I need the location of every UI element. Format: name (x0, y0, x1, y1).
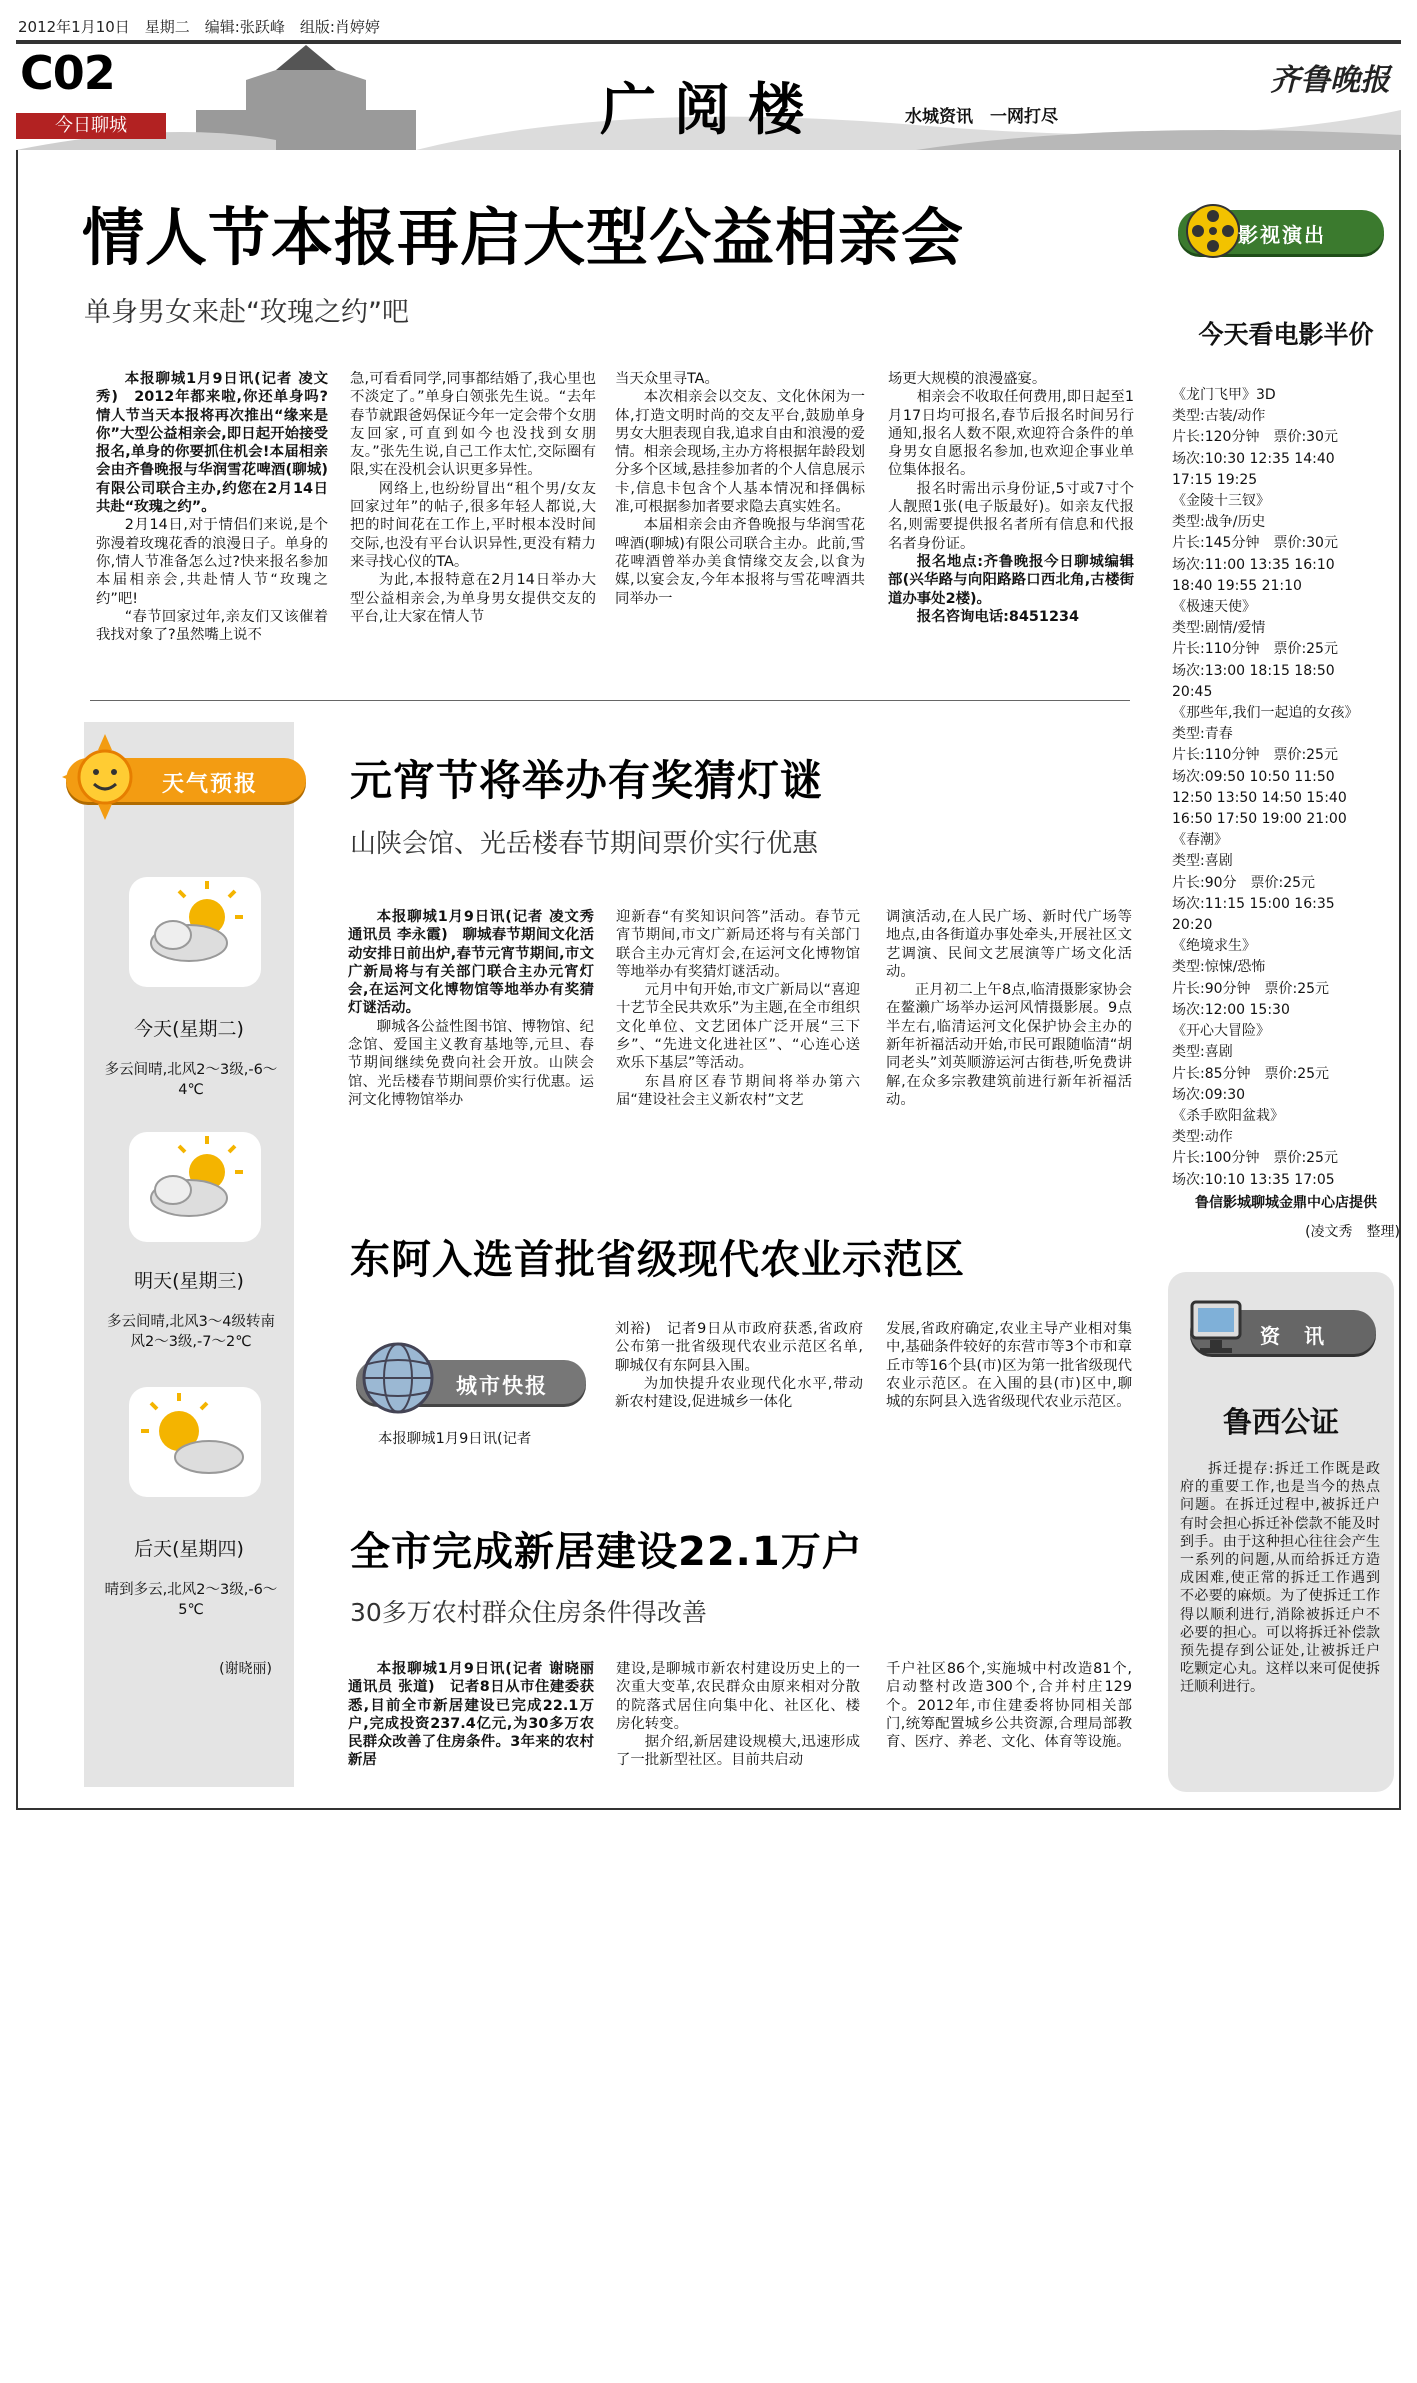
article1-p2: 2月14日,对于情侣们来说,是个弥漫着玫瑰花香的浪漫日子。单身的你,情人节准备怎么过?快来报名参加本届相亲会,共赴情人节“玫瑰之约”吧! (96, 517, 328, 607)
article1-title: 情人节本报再启大型公益相亲会 (82, 201, 965, 274)
article1-p11: 相亲会不收取任何费用,即日起至1月17日均可报名,春节后报名时间另行通知,报名人数不限,欢迎符合条件的单身男女自愿报名参加,也欢迎企事业单位集体报名。 (888, 389, 1134, 479)
movie-section-title: 今天看电影半价 (1198, 320, 1374, 349)
article4-p1: 本报聊城1月9日讯(记者 谢晓丽 通讯员 张道) 记者8日从市住建委获悉,目前全市新居建设已完成22.1万户,完成投资237.4亿元,为30多万农民群众改善了住房条件。3年来的农村新居 (348, 1661, 609, 1769)
article3-col1 (615, 1320, 863, 1460)
article1-p5: 网络上,也纷纷冒出“租个男/女友回家过年”的帖子,很多年轻人都说,大把的时间花在工作上,平时根本没时间交际,也没有平台认识异性,更没有精力来寻找心仪的TA。 (350, 480, 596, 570)
movie-listing (1172, 315, 1400, 1241)
article4-col2 (616, 1660, 860, 1790)
article3-p1: 刘裕) 记者9日从市政府获悉,省政府公布第一批省级现代农业示范区名单,聊城仅有东阿县入围。 (615, 1321, 863, 1374)
info-text: 拆迁提存:拆迁工作既是政府的重要工作,也是当今的热点问题。在拆迁过程中,被拆迁户有时会担心拆迁补偿款不能及时到手。由于这种担心往往会产生一系列的问题,从而给拆迁方造成困难,使正常的拆迁工作遇到不必要的麻烦。为了使拆迁工作得以顺利进行,消除被拆迁户不必要的担心。可以将拆迁补偿款预先提存到公证处,让被拆迁户吃颗定心丸。这样以来可促使拆迁顺利进行。 (1180, 1461, 1380, 1696)
article4-p2: 建设,是聊城市新农村建设历史上的一次重大变革,农民群众由原来相对分散的院落式居住向集中化、社区化、楼房化转变。 (616, 1661, 860, 1732)
article1-p12: 报名时需出示身份证,5寸或7寸个人靓照1张(电子版最好)。如亲友代报名,则需要提供报名者所有信息和代报名者身份证。 (888, 480, 1134, 552)
divider (90, 700, 1130, 701)
article4-title: 全市完成新居建设22.1万户 (350, 1529, 863, 1575)
article4-p4: 千户社区86个,实施城中村改造81个,启动整村改造300个,合并村庄129个。2012年,市住建委将协同相关部门,统筹配置城乡公共资源,合理局部教育、医疗、养老、文化、体育等设施。 (886, 1661, 1132, 1751)
weather-sidebar (84, 722, 294, 1787)
article3-p2: 为加快提升农业现代化水平,带动新农村建设,促进城乡一体化 (615, 1375, 863, 1411)
weather-badge-label: 天气预报 (162, 772, 259, 797)
city-news-badge-label: 城市快报 (456, 1374, 548, 1398)
page-number: C02 (20, 46, 115, 100)
sunny-cloudy-icon (129, 1387, 261, 1497)
article2-p6: 调演活动,在人民广场、新时代广场等地点,由各街道办事处牵头,开展社区文艺调演、民间文艺展演等广场文化活动。 (886, 909, 1132, 980)
article1-col4 (888, 370, 1134, 690)
weather-tomorrow-desc: 多云间晴,北风3～4级转南风2～3级,-7～2℃ (106, 1314, 276, 1350)
article2-title: 元宵节将举办有奖猜灯谜 (350, 756, 824, 805)
article2-p3: 迎新春“有奖知识问答”活动。春节元宵节期间,市文广新局还将与有关部门联合主办元宵灯会,在运河文化博物馆等地举办有奖猜灯谜活动。 (616, 909, 860, 980)
article1-col3 (615, 370, 865, 690)
article2-p1: 本报聊城1月9日讯(记者 凌文秀 通讯员 李永霞) 聊城春节期间文化活动安排日前出炉,春节元宵节期间,市文广新局将与有关部门联合主办元宵灯会,在运河文化博物馆等地举办有奖猜灯谜活动。 (348, 909, 609, 1017)
weather-after-label: 后天(星期四) (134, 1538, 244, 1560)
article2-p4: 元月中旬开始,市文广新局以“喜迎十艺节全民共欢乐”为主题,在全市组织文化单位、文艺团体广泛开展“三下乡”、“先进文化进社区”、“心连心送欢乐下基层”等活动。 (616, 982, 860, 1072)
article1-p1: 本报聊城1月9日讯(记者 凌文秀) 2012年都来啦,你还单身吗?情人节当天本报将再次推出“缘来是你”大型公益相亲会,即日起开始接受报名,单身的你要抓住机会!本届相亲会由齐鲁晚报与华润雪花啤酒(聊城)有限公司联合主办,约您在2月14日共赴“玫瑰之约”。 (96, 371, 328, 516)
movie-list: 《龙门飞甲》3D 类型:古装/动作 片长:120分钟 票价:30元 场次:10:30 12:35 14:40 17:15 19:25 《金陵十三钗》 类型:战争/历史 片长:145分钟 票价:30元 场次:11:00 13:35 16:10 18:40 19:55 21:10 《极速天使》 类型:剧情/爱情 片长:110分钟 票价:25元 场次:13:00 18:15 18:50 20:45 《那些年,我们一起追的女孩》 类型:青春 片长:110分钟 票价:25元 场次:09:50 10:50 11:50 12:50 13:50 14:50 15:40 16:50 17:50 19:00 21:00 《春潮》 类型:喜剧 片长:90分 票价:25元 场次:11:15 15:00 16:35 20:20 《绝境求生》 类型:惊悚/恐怖 片长:90分钟 票价:25元 场次:12:00 15:30 《开心大冒险》 类型:喜剧 片长:85分钟 票价:25元 场次:09:30 《杀手欧阳盆栽》 类型:动作 片长:100分钟 票价:25元 场次:10:10 13:35 17:05 (1172, 387, 1359, 1188)
article1-col1 (96, 370, 328, 690)
movie-source: 鲁信影城聊城金鼎中心店提供 (1195, 1194, 1377, 1211)
article3-p3: 发展,省政府确定,农业主导产业相对集中,基础条件较好的东营市等3个市和章丘市等16个县(市)区为第一批省级现代农业示范区。在入围的县(市)区中,聊城的东阿县入选省级现代农业示范区。 (886, 1321, 1132, 1411)
weather-badge (66, 758, 306, 802)
article2-p2: 聊城各公益性图书馆、博物馆、纪念馆、爱国主义教育基地等,元旦、春节期间继续免费向社会开放。山陕会馆、光岳楼春节期间票价实行优惠。运河文化博物馆举办 (348, 1018, 594, 1108)
partly-cloudy-icon (129, 877, 261, 987)
column-title: 广阅楼 (600, 77, 822, 143)
movie-credit: (凌文秀 整理) (1305, 1223, 1400, 1240)
weather-after-desc: 晴到多云,北风2～3级,-6～5℃ (104, 1582, 278, 1618)
computer-icon (1184, 1292, 1254, 1362)
article1-signup-location: 报名地点:齐鲁晚报今日聊城编辑部(兴华路与向阳路路口西北角,古楼街道办事处2楼)。 (888, 553, 1134, 607)
article1-p6: 为此,本报特意在2月14日举办大型公益相亲会,为单身男女提供交友的平台,让大家在情人节 (350, 572, 596, 625)
info-badge (1190, 1310, 1376, 1354)
article4-subtitle: 30多万农村群众住房条件得改善 (350, 1598, 707, 1627)
weather-card-today (129, 877, 261, 987)
column-slogan: 水城资讯 一网打尽 (905, 107, 1058, 127)
article2-p7: 正月初二上午8点,临清摄影家协会在鳌濑广场举办运河风情摄影展。9点半左右,临清运河文化保护协会主办的新年祈福活动开始,市民可跟随临清“胡同老头”刘英顺游运河古街巷,听免费讲解,在众多宗教建筑前进行新年祈福活动。 (886, 982, 1132, 1108)
smiling-sun-icon (62, 734, 148, 820)
article3-byline: 本报聊城1月9日讯(记者 (378, 1431, 532, 1447)
movie-badge-label: 影视演出 (1238, 223, 1326, 247)
paper-name-logo: 齐鲁晚报 (1270, 63, 1390, 98)
article1-subtitle: 单身男女来赴“玫瑰之约”吧 (84, 297, 409, 328)
globe-icon (350, 1330, 446, 1426)
partly-cloudy-icon (129, 1132, 261, 1242)
article4-col3 (886, 1660, 1132, 1790)
film-reel-icon (1184, 202, 1242, 260)
article4-col1 (348, 1660, 609, 1790)
weather-card-after (129, 1387, 261, 1497)
info-title: 鲁西公证 (1222, 1405, 1339, 1439)
article1-hotline: 报名咨询电话:8451234 (916, 608, 1079, 625)
article2-col3 (886, 908, 1132, 1163)
article2-subtitle: 山陕会馆、光岳楼春节期间票价实行优惠 (350, 829, 819, 859)
info-badge-label: 资 讯 (1260, 1324, 1326, 1348)
weather-tomorrow-label: 明天(星期三) (134, 1270, 244, 1292)
info-text-block (1180, 1460, 1380, 1780)
article3-col2 (886, 1320, 1132, 1460)
article4-p3: 据介绍,新居建设规模大,迅速形成了一批新型社区。目前共启动 (616, 1734, 860, 1769)
article3-title: 东阿入选首批省级现代农业示范区 (350, 1237, 965, 1283)
city-news-badge (356, 1360, 586, 1404)
article1-p10: 场更大规模的浪漫盛宴。 (888, 371, 1047, 387)
article1-p7: 当天众里寻TA。 (615, 371, 719, 387)
article2-col1 (348, 908, 609, 1163)
article2-col2 (616, 908, 860, 1163)
weather-today-label: 今天(星期二) (134, 1018, 244, 1040)
weather-credit: (谢晓丽) (219, 1661, 272, 1677)
article1-p4: 急,可看看同学,同事都结婚了,我心里也不淡定了。”单身白领张先生说。“去年春节就跟爸妈保证今年一定会带个女朋友回家,可直到如今也没找到女朋友。”张先生说,自己工作太忙,交际圈有限,实在没机会认识更多异性。 (350, 371, 596, 479)
article1-p9: 本届相亲会由齐鲁晚报与华润雪花啤酒(聊城)有限公司联合主办。此前,雪花啤酒曾举办美食情缘交友会,以食为媒,以宴会友,今年本报将与雪花啤酒共同举办一 (615, 517, 865, 607)
issue-meta-line: 2012年1月10日 星期二 编辑:张跃峰 组版:肖婷婷 (18, 18, 380, 36)
article2-p5: 东昌府区春节期间将举办第六届“建设社会主义新农村”文艺 (616, 1073, 860, 1108)
article1-p8: 本次相亲会以交友、文化休闲为一体,打造文明时尚的交友平台,鼓励单身男女大胆表现自我,追求自由和浪漫的爱情。相亲会现场,主办方将根据年龄段划分多个区域,悬挂参加者的个人信息展示卡,信息卡包含个人基本情况和择偶标准,可根据参加者要求隐去真实姓名。 (615, 389, 865, 516)
section-tag: 今日聊城 (16, 113, 166, 139)
movie-badge (1178, 210, 1384, 254)
article1-col2 (350, 370, 596, 690)
article1-p3: “春节回家过年,亲友们又该催着我找对象了?虽然嘴上说不 (96, 608, 328, 644)
weather-today-desc: 多云间晴,北风2～3级,-6～4℃ (104, 1062, 278, 1098)
weather-card-tomorrow (129, 1132, 261, 1242)
